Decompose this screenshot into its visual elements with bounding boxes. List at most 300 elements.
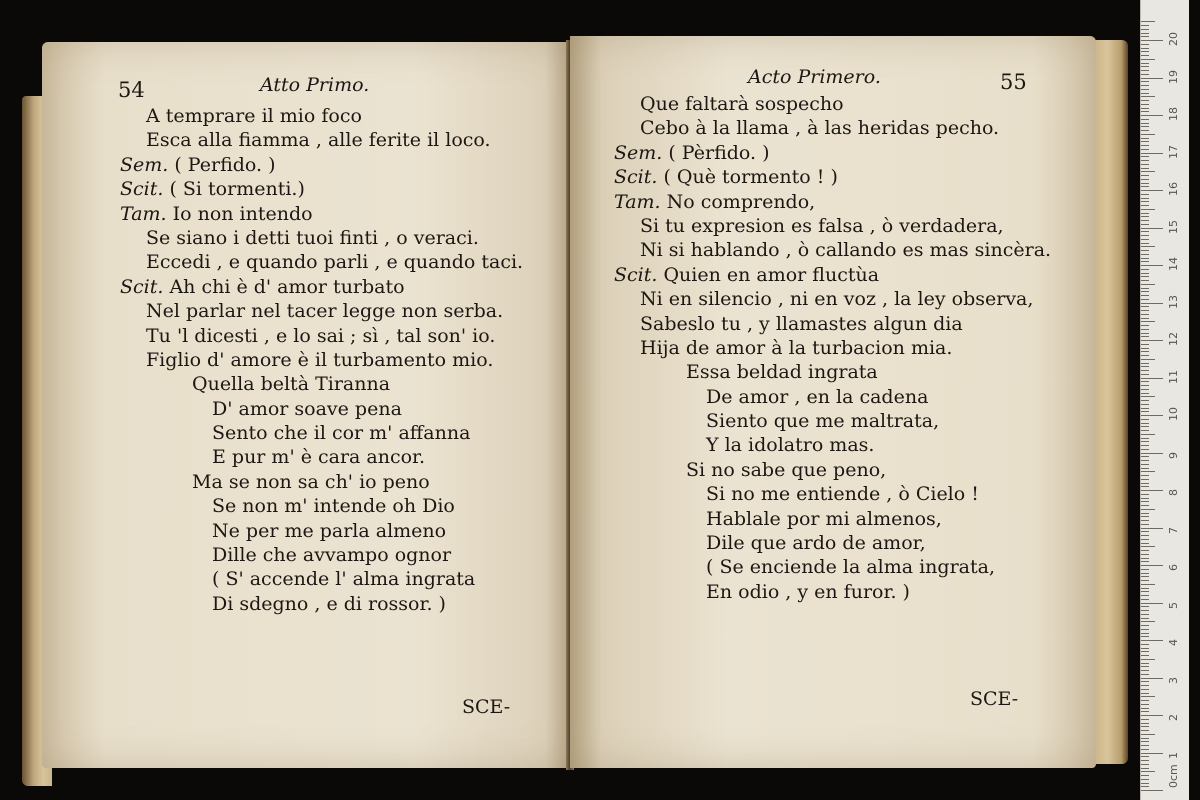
ruler-tick (1141, 494, 1149, 495)
text-line (614, 141, 1051, 165)
ruler-tick (1141, 415, 1163, 416)
ruler-tick (1141, 438, 1149, 439)
measuring-ruler (1140, 0, 1189, 800)
text-line (120, 104, 523, 128)
ruler-label: 14 (1167, 257, 1180, 271)
ruler-tick (1141, 404, 1149, 405)
text-line (120, 372, 523, 396)
ruler-tick (1141, 85, 1149, 86)
ruler-label: 2 (1167, 714, 1180, 721)
line-text: De amor , en la cadena (706, 385, 929, 408)
ruler-tick (1141, 621, 1155, 622)
ruler-tick (1141, 303, 1163, 304)
ruler-tick (1141, 419, 1149, 420)
ruler-tick (1141, 123, 1149, 124)
ruler-tick (1141, 396, 1155, 397)
left-page (42, 42, 572, 768)
ruler-tick (1141, 644, 1149, 645)
line-text: ( Què tormento ! ) (663, 166, 838, 189)
ruler-tick (1141, 168, 1149, 169)
ruler-tick (1141, 513, 1149, 514)
ruler-tick (1141, 183, 1149, 184)
ruler-tick (1141, 119, 1149, 120)
ruler-tick (1141, 663, 1149, 664)
right-page (570, 36, 1096, 768)
left-page-text (120, 104, 523, 616)
ruler-tick (1141, 138, 1149, 139)
ruler-tick (1141, 550, 1149, 551)
right-catchword: SCE- (970, 688, 1019, 710)
ruler-tick (1141, 104, 1149, 105)
line-text: ( Pèrfido. ) (668, 141, 770, 164)
line-text: Dille che avvampo ognor (212, 544, 452, 567)
line-text: Que faltarà sospecho (640, 93, 844, 115)
line-text: Ni si hablando , ò callando es mas sincèra. (640, 239, 1052, 262)
ruler-tick (1141, 366, 1149, 367)
line-text: Ni en silencio , ni en voz , la ley observa, (640, 288, 1034, 311)
ruler-tick (1141, 145, 1149, 146)
line-text: Se siano i detti tuoi finti , o veraci. (146, 226, 479, 249)
ruler-tick (1141, 636, 1149, 637)
line-text: Esca alla fiamma , alle ferite il loco. (146, 129, 491, 152)
ruler-tick (1141, 483, 1149, 484)
ruler-label: 17 (1167, 144, 1180, 159)
ruler-tick (1141, 666, 1149, 667)
left-catchword: SCE- (462, 696, 511, 718)
text-line (120, 226, 523, 250)
ruler-tick (1141, 325, 1149, 326)
ruler-tick (1141, 213, 1149, 214)
ruler-tick (1141, 711, 1149, 712)
text-line (614, 238, 1051, 262)
speaker-name: Scit. (120, 178, 170, 201)
line-text: Hija de amor à la turbacion mia. (640, 336, 953, 359)
ruler-tick (1141, 591, 1149, 592)
ruler-tick (1141, 66, 1149, 67)
ruler-tick (1141, 588, 1149, 589)
ruler-tick (1141, 554, 1149, 555)
ruler-label: 16 (1167, 182, 1180, 196)
ruler-tick (1141, 678, 1163, 679)
ruler-tick (1141, 595, 1149, 596)
speaker-name: Tam. (120, 202, 173, 225)
ruler-tick (1141, 505, 1149, 506)
ruler-tick (1141, 246, 1155, 247)
ruler-tick (1141, 689, 1149, 690)
text-line (120, 324, 523, 348)
line-text: Sento che il cor m' affanna (212, 422, 471, 445)
ruler-tick (1141, 21, 1155, 22)
ruler-tick (1141, 96, 1155, 97)
ruler-label: 7 (1167, 526, 1180, 534)
ruler-label: 5 (1167, 601, 1180, 609)
ruler-tick (1141, 520, 1149, 521)
ruler-tick (1141, 648, 1149, 649)
ruler-tick (1141, 779, 1149, 780)
ruler-tick (1141, 40, 1163, 41)
ruler-tick (1141, 685, 1149, 686)
ruler-tick (1141, 25, 1149, 26)
ruler-tick (1141, 59, 1155, 60)
ruler-tick (1141, 516, 1149, 517)
ruler-tick (1141, 370, 1149, 371)
line-text: Si no sabe que peno, (686, 458, 887, 481)
text-line (120, 177, 523, 201)
text-line (614, 360, 1051, 384)
text-line (120, 275, 523, 299)
ruler-tick (1141, 580, 1149, 581)
ruler-tick (1141, 265, 1163, 266)
ruler-tick (1141, 156, 1149, 157)
ruler-tick (1141, 111, 1149, 112)
ruler-tick (1141, 130, 1149, 131)
ruler-tick (1141, 610, 1149, 611)
ruler-tick (1141, 764, 1149, 765)
ruler-label: 15 (1167, 219, 1180, 234)
ruler-tick (1141, 558, 1149, 559)
line-text: ( Perfido. ) (174, 153, 276, 176)
right-page-number: 55 (1000, 70, 1027, 94)
ruler-label: 9 (1167, 451, 1180, 459)
ruler-tick (1141, 44, 1149, 45)
left-page-number: 54 (118, 78, 145, 102)
ruler-tick (1141, 291, 1149, 292)
line-text: D' amor soave pena (212, 397, 402, 420)
ruler-tick (1141, 651, 1149, 652)
text-line (614, 409, 1051, 433)
ruler-tick (1141, 543, 1149, 544)
ruler-tick (1141, 700, 1149, 701)
ruler-tick (1141, 756, 1149, 757)
speaker-name: Scit. (120, 275, 170, 298)
ruler-tick (1141, 625, 1149, 626)
text-line (120, 421, 523, 445)
ruler-tick (1141, 723, 1149, 724)
ruler-tick (1141, 603, 1163, 604)
ruler-tick (1141, 719, 1149, 720)
ruler-tick (1141, 228, 1163, 229)
ruler-tick (1141, 471, 1155, 472)
text-line (120, 202, 523, 226)
ruler-tick (1141, 573, 1149, 574)
ruler-tick (1141, 250, 1149, 251)
ruler-tick (1141, 299, 1149, 300)
ruler-label: 13 (1167, 294, 1180, 309)
ruler-tick (1141, 453, 1163, 454)
text-line (120, 250, 523, 274)
ruler-tick (1141, 389, 1149, 390)
ruler-tick (1141, 775, 1149, 776)
text-line (614, 336, 1051, 360)
ruler-label: 8 (1167, 489, 1180, 496)
ruler-tick (1141, 381, 1149, 382)
line-text: Quella beltà Tiranna (192, 373, 391, 396)
text-line (120, 519, 523, 543)
ruler-tick (1141, 449, 1149, 450)
text-line (120, 592, 523, 616)
text-line (120, 445, 523, 469)
ruler-tick (1141, 306, 1149, 307)
line-text: ( Si tormenti.) (169, 178, 305, 201)
line-text: A temprare il mio foco (146, 105, 362, 127)
ruler-tick (1141, 426, 1149, 427)
right-page-text (614, 92, 1051, 604)
text-line (614, 214, 1051, 238)
ruler-tick (1141, 790, 1163, 791)
ruler-tick (1141, 115, 1163, 116)
ruler-tick (1141, 29, 1149, 30)
ruler-tick (1141, 408, 1149, 409)
line-text: Se non m' intende oh Dio (212, 495, 455, 518)
ruler-tick (1141, 430, 1149, 431)
ruler-tick (1141, 423, 1149, 424)
line-text: Ma se non sa ch' io peno (192, 470, 430, 493)
line-text: Ah chi è d' amor turbato (169, 275, 405, 298)
ruler-tick (1141, 209, 1155, 210)
ruler-tick (1141, 726, 1149, 727)
ruler-tick (1141, 445, 1149, 446)
ruler-tick (1141, 126, 1149, 127)
ruler-label: 6 (1167, 564, 1180, 571)
text-line (120, 128, 523, 152)
line-text: Essa beldad ingrata (686, 361, 878, 384)
ruler-tick (1141, 640, 1163, 641)
text-line (614, 287, 1051, 311)
line-text: Di sdegno , e di rossor. ) (212, 592, 446, 615)
ruler-tick (1141, 456, 1149, 457)
ruler-tick (1141, 411, 1149, 412)
ruler-tick (1141, 164, 1149, 165)
ruler-tick (1141, 633, 1149, 634)
ruler-tick (1141, 51, 1149, 52)
ruler-tick (1141, 179, 1149, 180)
ruler-tick (1141, 81, 1149, 82)
ruler-tick (1141, 55, 1149, 56)
ruler-tick (1141, 385, 1149, 386)
speaker-name: Sem. (614, 141, 669, 164)
text-line (614, 312, 1051, 336)
ruler-tick (1141, 618, 1149, 619)
text-line (120, 470, 523, 494)
ruler-tick (1141, 70, 1149, 71)
ruler-tick (1141, 351, 1149, 352)
ruler-tick (1141, 314, 1149, 315)
ruler-tick (1141, 295, 1149, 296)
ruler-tick (1141, 258, 1149, 259)
ruler-label: 1 (1167, 751, 1180, 759)
line-text: ( S' accende l' alma ingrata (212, 568, 476, 591)
ruler-tick (1141, 194, 1149, 195)
ruler-tick (1141, 479, 1149, 480)
ruler-tick (1141, 74, 1149, 75)
ruler-tick (1141, 63, 1149, 64)
ruler-tick (1141, 318, 1149, 319)
text-line (614, 555, 1051, 579)
line-text: No comprendo, (666, 190, 816, 213)
speaker-name: Tam. (614, 190, 667, 213)
line-text: Quien en amor fluctùa (663, 263, 880, 286)
text-line (614, 165, 1051, 189)
ruler-tick (1141, 464, 1149, 465)
line-text: Cebo à la llama , à las heridas pecho. (640, 117, 1000, 140)
ruler-tick (1141, 460, 1149, 461)
line-text: Io non intendo (172, 202, 313, 225)
ruler-tick (1141, 348, 1149, 349)
ruler-label: 11 (1167, 369, 1180, 384)
ruler-tick (1141, 531, 1149, 532)
ruler-tick (1141, 321, 1155, 322)
ruler-tick (1141, 696, 1155, 697)
ruler-tick (1141, 160, 1149, 161)
ruler-tick (1141, 33, 1149, 34)
line-text: Si no me entiende , ò Cielo ! (706, 483, 979, 506)
ruler-tick (1141, 400, 1149, 401)
speaker-name: Scit. (614, 263, 664, 286)
text-line (614, 92, 1051, 116)
text-line (120, 299, 523, 323)
ruler-tick (1141, 708, 1149, 709)
ruler-tick (1141, 434, 1155, 435)
ruler-tick (1141, 659, 1155, 660)
ruler-tick (1141, 175, 1149, 176)
ruler-tick (1141, 734, 1155, 735)
ruler-tick (1141, 89, 1149, 90)
ruler-tick (1141, 100, 1149, 101)
ruler-tick (1141, 490, 1163, 491)
line-text: Tu 'l dicesti , e lo sai ; sì , tal son' io. (146, 324, 496, 347)
ruler-tick (1141, 599, 1149, 600)
ruler-tick (1141, 655, 1149, 656)
ruler-tick (1141, 340, 1163, 341)
text-line (120, 348, 523, 372)
ruler-tick (1141, 216, 1149, 217)
ruler-tick (1141, 134, 1155, 135)
text-line (614, 531, 1051, 555)
ruler-tick (1141, 220, 1149, 221)
ruler-tick (1141, 78, 1163, 79)
text-line (120, 153, 523, 177)
ruler-tick (1141, 498, 1149, 499)
ruler-tick (1141, 741, 1149, 742)
line-text: Siento que me maltrata, (706, 410, 940, 433)
text-line (614, 507, 1051, 531)
ruler-tick (1141, 310, 1149, 311)
ruler-tick (1141, 486, 1149, 487)
ruler-tick (1141, 783, 1149, 784)
ruler-tick (1141, 141, 1149, 142)
text-line (120, 397, 523, 421)
text-line (614, 385, 1051, 409)
ruler-tick (1141, 693, 1149, 694)
text-line (614, 482, 1051, 506)
ruler-tick (1141, 524, 1149, 525)
ruler-tick (1141, 48, 1149, 49)
ruler-tick (1141, 190, 1163, 191)
ruler-tick (1141, 205, 1149, 206)
ruler-tick (1141, 475, 1149, 476)
ruler-tick (1141, 273, 1149, 274)
ruler-tick (1141, 738, 1149, 739)
ruler-tick (1141, 359, 1155, 360)
text-line (614, 116, 1051, 140)
ruler-label: 20 (1167, 32, 1180, 46)
ruler-tick (1141, 771, 1155, 772)
ruler-tick (1141, 501, 1149, 502)
ruler-tick (1141, 670, 1149, 671)
text-line (614, 433, 1051, 457)
ruler-tick (1141, 569, 1149, 570)
ruler-tick (1141, 224, 1149, 225)
ruler-tick (1141, 153, 1163, 154)
ruler-tick (1141, 261, 1149, 262)
left-page-header: Atto Primo. (260, 74, 370, 96)
ruler-tick (1141, 629, 1149, 630)
ruler-tick (1141, 280, 1149, 281)
text-line (614, 458, 1051, 482)
line-text: ( Se enciende la alma ingrata, (706, 556, 995, 579)
text-line (614, 580, 1051, 604)
ruler-tick (1141, 378, 1163, 379)
ruler-tick (1141, 468, 1149, 469)
ruler-tick (1141, 749, 1149, 750)
ruler-label: 4 (1167, 639, 1180, 646)
ruler-tick (1141, 441, 1149, 442)
ruler-label: 19 (1167, 69, 1180, 84)
ruler-tick (1141, 336, 1149, 337)
ruler-tick (1141, 363, 1149, 364)
ruler-tick (1141, 108, 1149, 109)
text-line (120, 567, 523, 591)
ruler-tick (1141, 584, 1155, 585)
ruler-tick (1141, 674, 1149, 675)
ruler-tick (1141, 333, 1149, 334)
text-line (614, 190, 1051, 214)
ruler-tick (1141, 509, 1155, 510)
ruler-tick (1141, 231, 1149, 232)
ruler-tick (1141, 284, 1155, 285)
ruler-tick (1141, 704, 1149, 705)
ruler-tick (1141, 393, 1149, 394)
right-page-header: Acto Primero. (748, 66, 881, 88)
ruler-tick (1141, 186, 1149, 187)
ruler-tick (1141, 786, 1149, 787)
ruler-tick (1141, 753, 1163, 754)
ruler-tick (1141, 546, 1155, 547)
ruler-tick (1141, 239, 1149, 240)
line-text: Ne per me parla almeno (212, 519, 447, 542)
ruler-tick (1141, 715, 1163, 716)
line-text: Si tu expresion es falsa , ò verdadera, (640, 214, 1004, 237)
ruler-tick (1141, 561, 1149, 562)
line-text: Figlio d' amore è il turbamento mio. (146, 348, 494, 371)
ruler-tick (1141, 355, 1149, 356)
ruler-tick (1141, 235, 1149, 236)
ruler-label: 3 (1167, 676, 1180, 684)
ruler-tick (1141, 681, 1149, 682)
ruler-tick (1141, 329, 1149, 330)
ruler-label: 12 (1167, 332, 1180, 346)
ruler-tick (1141, 535, 1149, 536)
ruler-label: 18 (1167, 107, 1180, 121)
line-text: Eccedi , e quando parli , e quando taci. (146, 251, 524, 274)
speaker-name: Sem. (120, 153, 175, 176)
ruler-tick (1141, 149, 1149, 150)
ruler-tick (1141, 254, 1149, 255)
ruler-tick (1141, 276, 1149, 277)
ruler-tick (1141, 171, 1155, 172)
line-text: Hablale por mi almenos, (706, 507, 942, 530)
ruler-tick (1141, 528, 1163, 529)
